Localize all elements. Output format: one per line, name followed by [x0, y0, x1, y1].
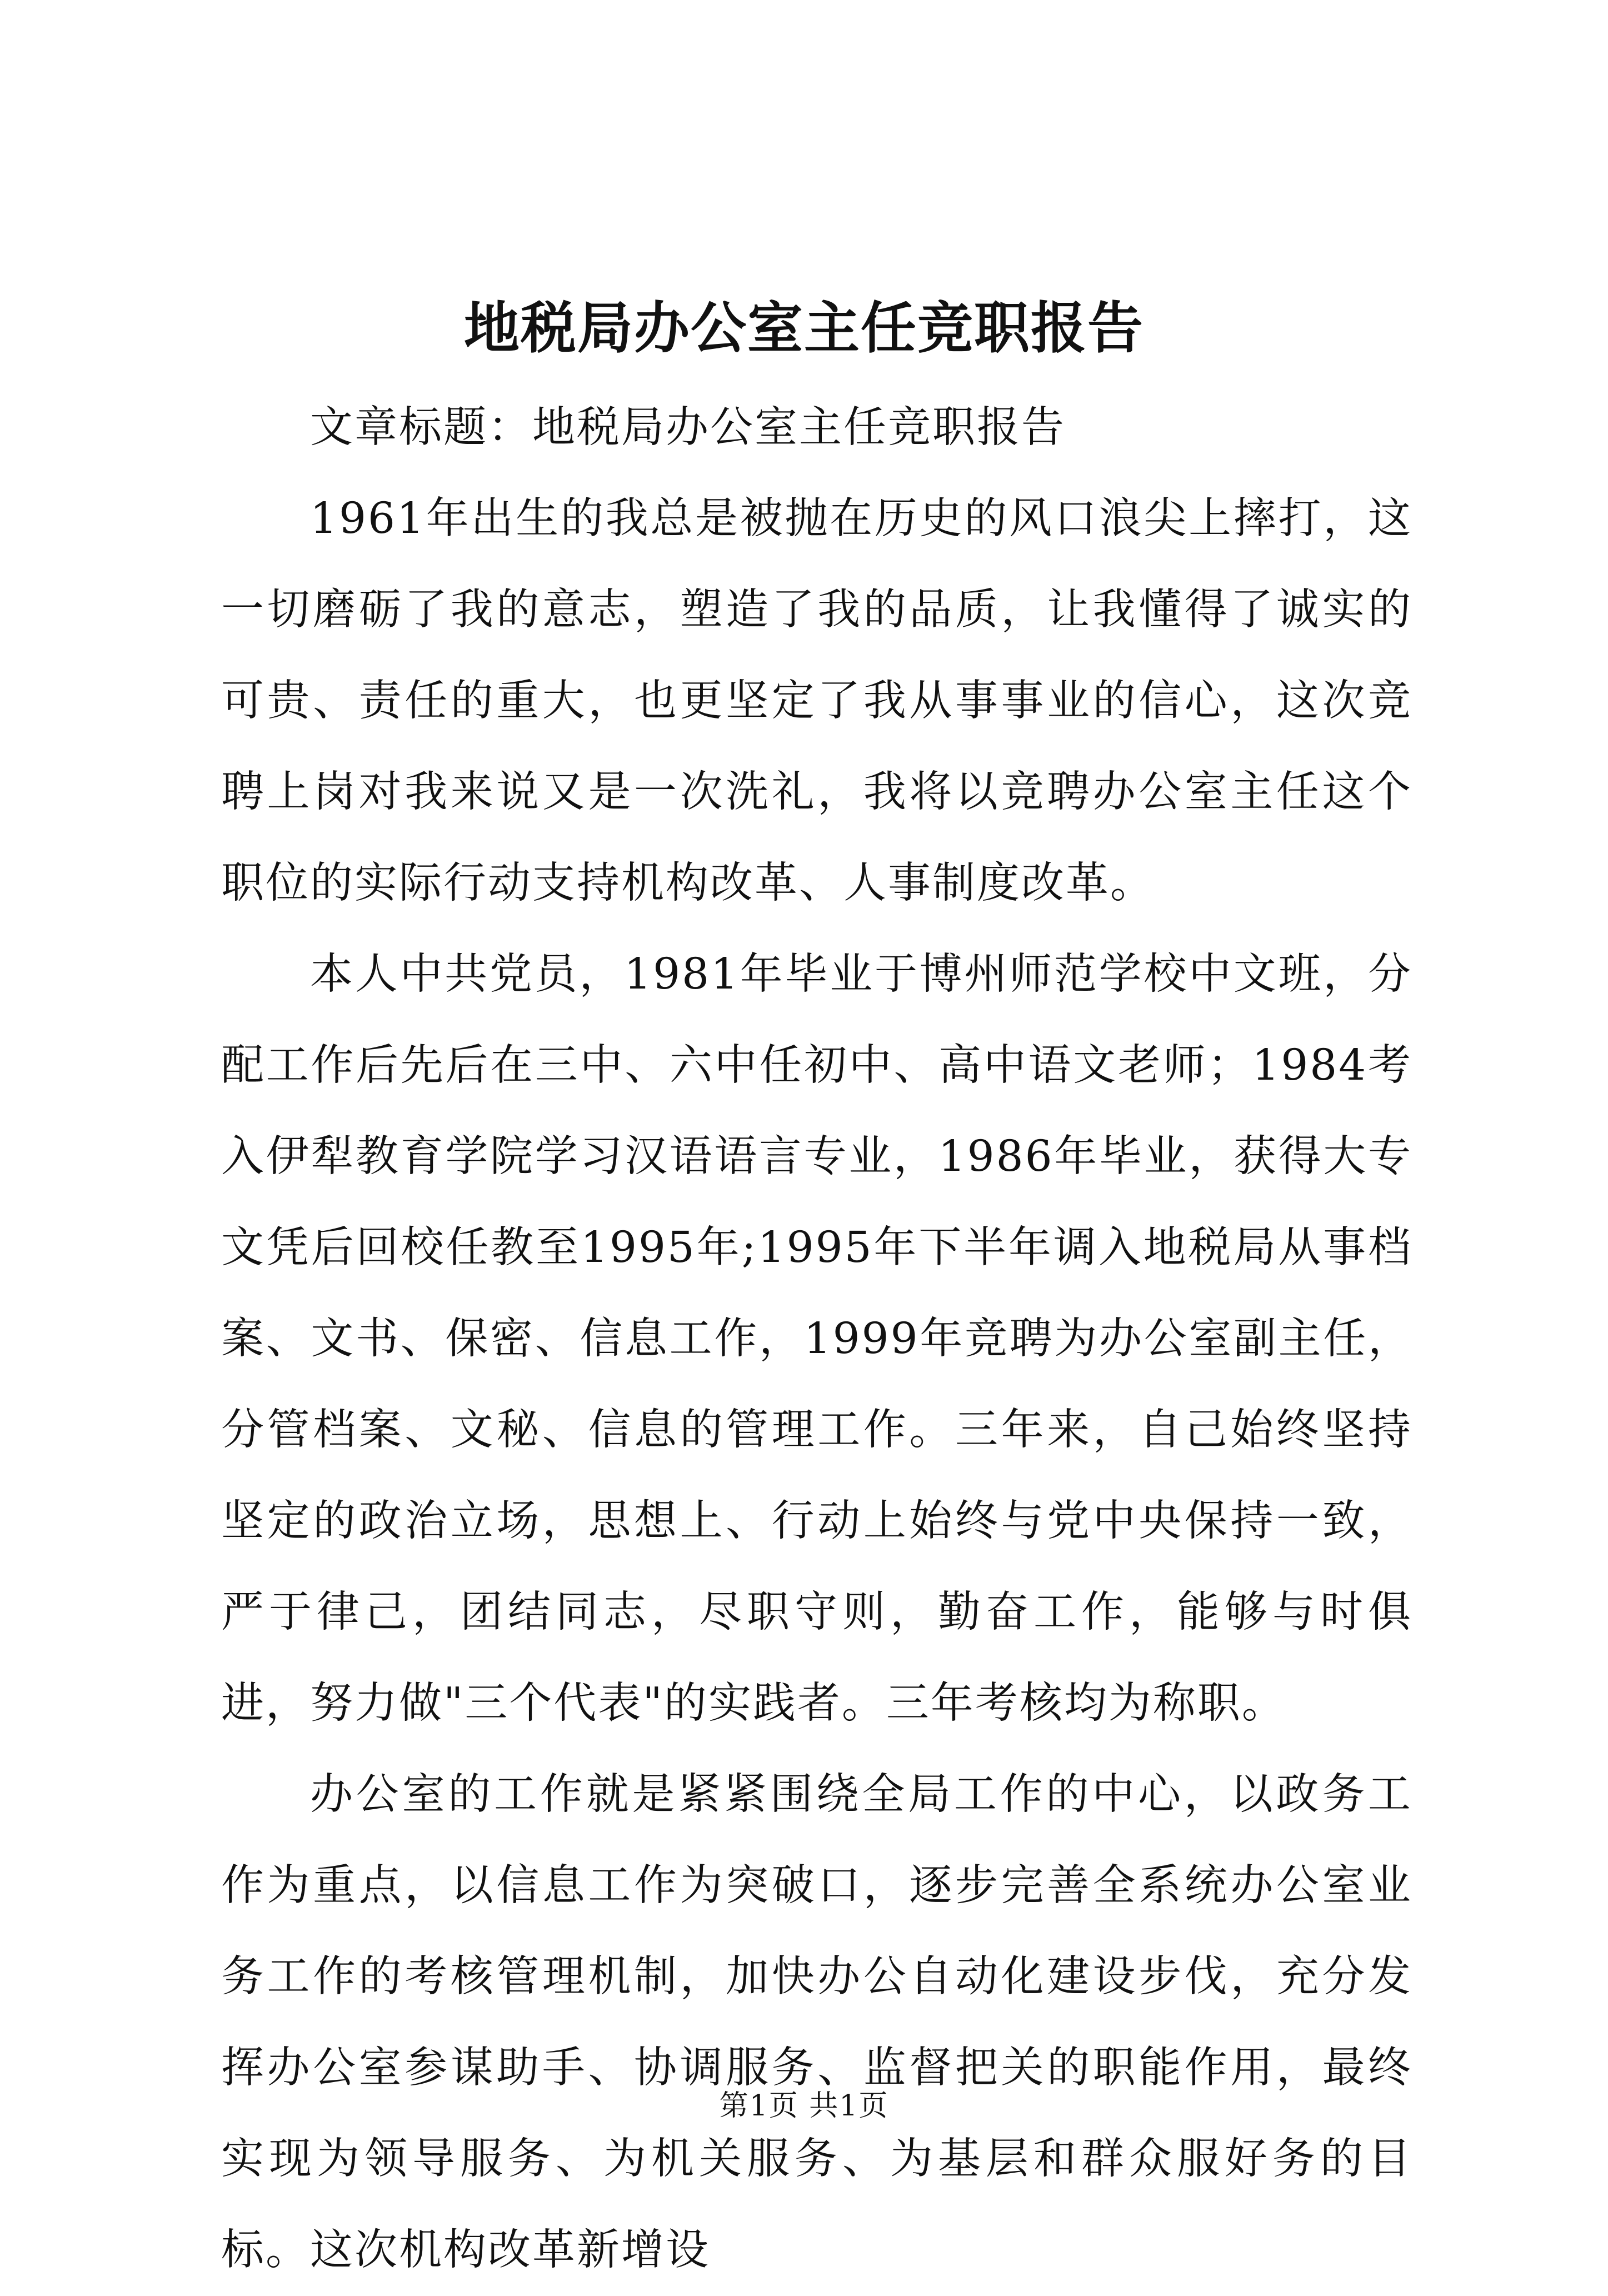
paragraph-background: 本人中共党员，1981年毕业于博州师范学校中文班，分配工作后先后在三中、六中任初中、高中语文老师；1984考入伊犁教育学院学习汉语语言专业，1986年毕业，获得大专文凭后回校任教至1995年;1995年下半年调入地税局从事档案、文书、保密、信息工作，1999年竞聘为办公室副主任，分管档案、文秘、信息的管理工作。三年来，自己始终坚持坚定的政治立场，思想上、行动上始终与党中央保持一致，严于律己，团结同志，尽职守则，勤奋工作，能够与时俱进，努力做"三个代表"的实践者。三年考核均为称职。: [221, 950, 1412, 1728]
document-body: [221, 382, 1412, 2296]
page-footer: 第1页 共1页: [719, 2089, 889, 2123]
document-title: 地税局办公室主任竞职报告: [464, 295, 1144, 361]
paragraph-introduction: 1961年出生的我总是被抛在历史的风口浪尖上摔打，这一切磨砺了我的意志，塑造了我的品质，让我懂得了诚实的可贵、责任的重大，也更坚定了我从事事业的信心，这次竞聘上岗对我来说又是一次洗礼，我将以竞聘办公室主任这个职位的实际行动支持机构改革、人事制度改革。: [221, 494, 1412, 908]
paragraph-office-work: 办公室的工作就是紧紧围绕全局工作的中心，以政务工作为重点，以信息工作为突破口，逐步完善全系统办公室业务工作的考核管理机制，加快办公自动化建设步伐，充分发挥办公室参谋助手、协调服务、监督把关的职能作用，最终实现为领导服务、为机关服务、为基层和群众服好务的目标。这次机构改革新增设: [221, 1770, 1412, 2275]
paragraph-article-title: 文章标题：地税局办公室主任竞职报告: [310, 403, 1066, 452]
